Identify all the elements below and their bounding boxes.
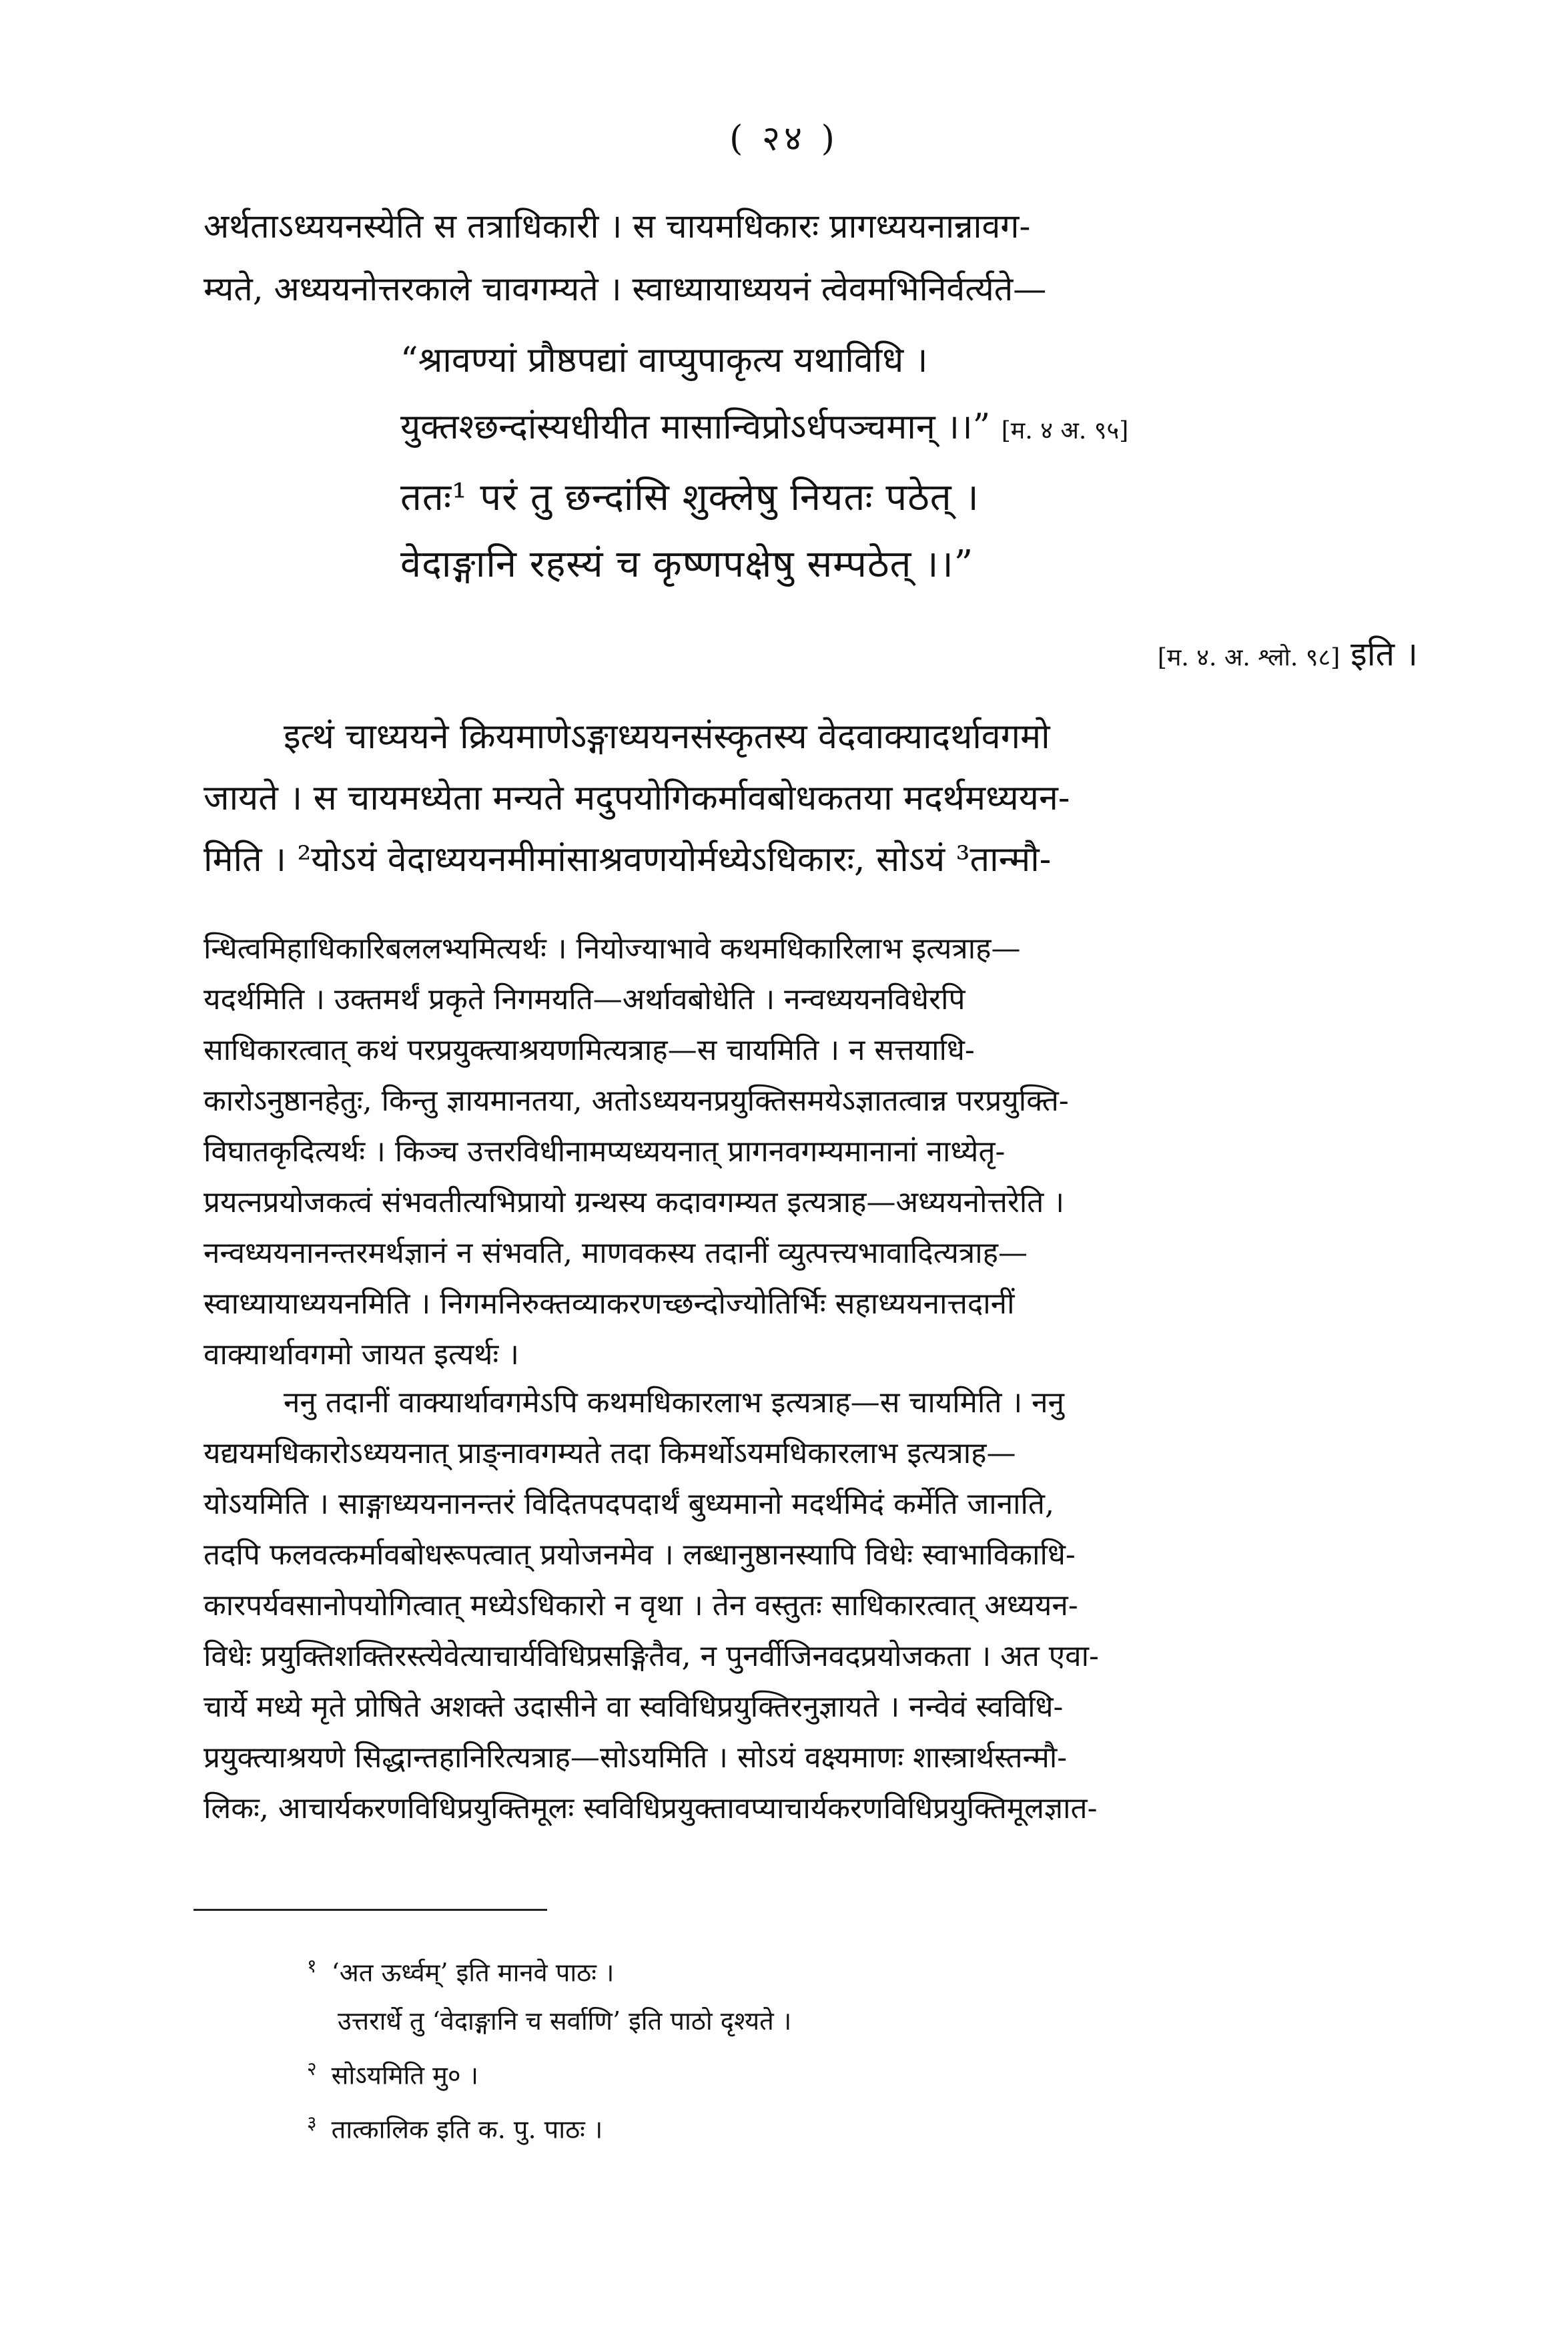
text-line: इत्थं चाध्ययने क्रियमाणेऽङ्गाध्ययनसंस्कृतस्य वेदवाक्यादर्थावगमो [284,717,1050,757]
footnote [307,2099,1408,2154]
verse-line: वेदाङ्गानि रहस्यं च कृष्णपक्षेषु सम्पठेत् ।।” [400,543,974,586]
commentary-line: लिकः, आचार्यकरणविधिप्रयुक्तिमूलः स्वविधिप्रयुक्तावप्याचार्यकरणविधिप्रयुक्तिमूलज्ञात- [204,1791,1098,1825]
commentary-paragraph-1 [204,924,1418,1380]
commentary-line: नन्वध्ययनानन्तरमर्थज्ञानं न संभवति, माणवकस्य तदानीं व्युत्पत्त्यभावादित्यत्राह— [204,1236,1028,1270]
footnote-number: २ [307,2057,317,2080]
commentary-line: प्रयत्नप्रयोजकत्वं संभवतीत्यभिप्रायो ग्रन्थस्य कदावगम्यत इत्यत्राह—अध्ययनोत्तरेति । [204,1185,1065,1219]
text-line: अर्थताऽध्ययनस्येति स तत्राधिकारी । स चायमधिकारः प्रागध्ययनान्नावग- [204,207,1031,246]
text-line: मिति । ²योऽयं वेदाध्ययनमीमांसाश्रवणयोर्मध्येऽधिकारः, सोऽयं ³तान्मौ- [204,840,1052,880]
commentary-line: न्धित्वमिहाधिकारिबललभ्यमित्यर्थः । नियोज्याभावे कथमधिकारिलाभ इत्यत्राह— [204,932,1021,966]
footnote-text: ‘अत ऊर्ध्वम्’ इति मानवे पाठः । [331,1958,615,1988]
commentary-line: चार्ये मध्ये मृते प्रोषिते अशक्ते उदासीने वा स्वविधिप्रयुक्तिरनुज्ञायते । नन्वेवं स्वविधि- [204,1690,1064,1724]
verse-line [400,394,1428,465]
footnote-text: उत्तरार्धे तु ‘वेदाङ्गानि च सर्वाणि’ इति पाठो दृश्यते । [338,2006,792,2036]
commentary-line: यद्ययमधिकारोऽध्ययनात् प्राङ्नावगम्यते तदा किमर्थोऽयमधिकारलाभ इत्यत्राह— [204,1436,1016,1470]
commentary-line: स्वाध्यायाध्ययनमिति । निगमनिरुक्तव्याकरणच्छन्दोज्योतिर्भिः सहाध्ययनात्तदानीं [204,1287,1015,1321]
verse-line-text: युक्तश्छन्दांस्यधीयीत मासान्विप्रोऽर्धपञ्चमान् ।।” [400,407,991,447]
footnote [307,2045,1408,2100]
commentary-line: वाक्यार्थावगमो जायत इत्यर्थः । [204,1338,519,1372]
commentary-line: विधेः प्रयुक्तिशक्तिरस्त्येवेत्याचार्यविधिप्रसङ्गितैव, न पुनर्वीजिनवदप्रयोजकता । अत एवा- [204,1639,1099,1673]
footnote [307,1997,1408,2045]
page-number: ( २४ ) [729,119,839,159]
commentary-paragraph-2 [204,1378,1418,1834]
verse-reference: [म. ४ अ. ९५] [1001,417,1129,445]
footnotes [307,1942,1408,2154]
footnote-text: सोऽयमिति मु० । [331,2060,479,2090]
commentary-line: यदर्थमिति । उक्तमर्थं प्रकृते निगमयति—अर्थावबोधेति । नन्वध्ययनविधेरपि [204,982,965,1016]
commentary-line: तदपि फलवत्कर्मावबोधरूपत्वात् प्रयोजनमेव । लब्धानुष्ठानस्यापि विधेः स्वाभाविकाधि- [204,1538,1076,1572]
footnote [307,1942,1408,1997]
iti-text: इति । [1350,635,1418,673]
verse-reference-line [204,630,1418,675]
commentary-line: साधिकारत्वात् कथं परप्रयुक्त्याश्रयणमित्यत्राह—स चायमिति । न सत्तयाधि- [204,1033,975,1067]
footnote-divider [193,1909,547,1911]
commentary-line: योऽयमिति । साङ्गाध्ययनानन्तरं विदितपदपदार्थं बुध्यमानो मदर्थमिदं कर्मेति जानाति, [204,1487,1054,1521]
verse-block [400,327,1428,598]
verse-reference: [म. ४. अ. श्लो. ९८] [1157,644,1340,671]
footnote-text: तात्कालिक इति क. पु. पाठः । [331,2114,603,2144]
text-line: म्यते, अध्ययनोत्तरकाले चावगम्यते । स्वाध्यायाध्ययनं त्वेवमभिनिर्वर्त्यते— [204,270,1047,308]
commentary-line: प्रयुक्त्याश्रयणे सिद्धान्तहानिरित्यत्राह—सोऽयमिति । सोऽयं वक्ष्यमाणः शास्त्रार्थस्तन्मौ- [204,1741,1068,1775]
verse-line: ततः¹ परं तु छन्दांसि शुक्लेषु नियतः पठेत् । [400,476,979,519]
commentary-line: कारपर्यवसानोपयोगित्वात् मध्येऽधिकारो न वृथा । तेन वस्तुतः साधिकारत्वात् अध्ययन- [204,1588,1078,1623]
text-line: जायते । स चायमध्येता मन्यते मदुपयोगिकर्मावबोधकतया मदर्थमध्ययन- [204,778,1070,818]
footnote-number: ३ [307,2112,317,2134]
commentary-line: कारोऽनुष्ठानहेतुः, किन्तु ज्ञायमानतया, अतोऽध्ययनप्रयुक्तिसमयेऽज्ञातत्वान्न परप्रयुक्ति- [204,1084,1069,1118]
commentary-line: ननु तदानीं वाक्यार्थावगमेऽपि कथमधिकारलाभ इत्यत्राह—स चायमिति । ननु [284,1386,1064,1420]
footnote-number: १ [307,1955,317,1977]
main-text-top [204,195,1418,320]
main-text-paragraph [204,706,1418,890]
verse-line: “श्रावण्यां प्रौष्ठपद्यां वाप्युपाकृत्य यथाविधि । [400,340,928,380]
commentary-line: विघातकृदित्यर्थः । किञ्च उत्तरविधीनामप्यध्ययनात् प्रागनवगम्यमानानां नाध्येतृ- [204,1135,1006,1169]
